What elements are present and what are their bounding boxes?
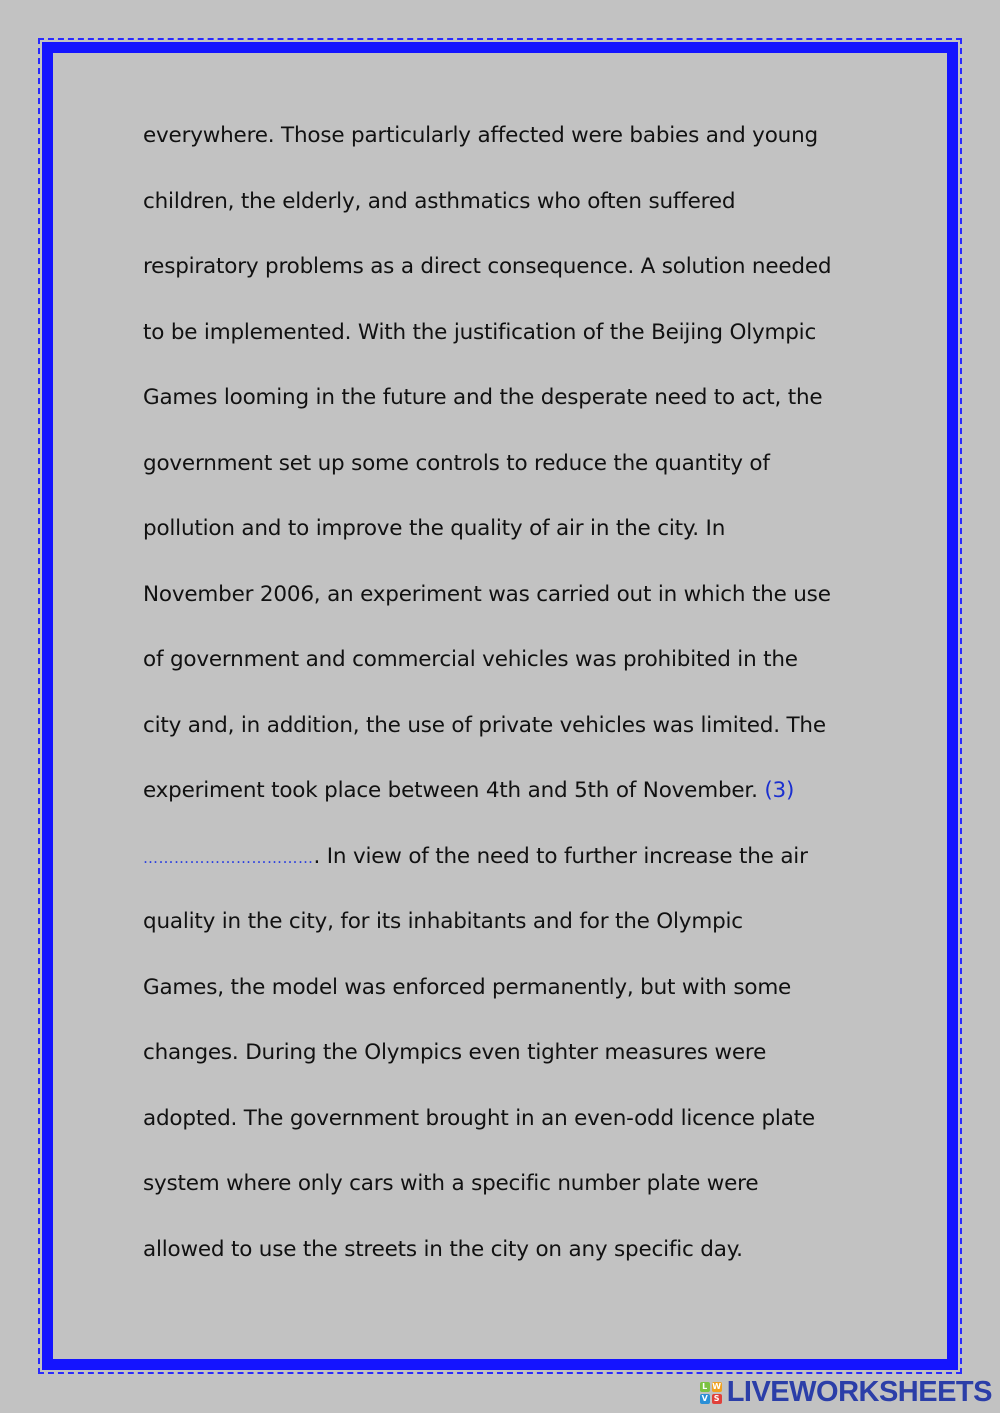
passage-line: adopted. The government brought in an even-odd licence plate xyxy=(143,1105,815,1131)
logo-letter-w: W xyxy=(712,1381,722,1391)
logo-letter-v: V xyxy=(701,1393,708,1403)
passage-line: allowed to use the streets in the city on any specific day. xyxy=(143,1236,743,1262)
passage-line: respiratory problems as a direct consequence. A solution needed xyxy=(143,254,832,279)
logo-icon xyxy=(700,1382,722,1404)
logo-letter-s: S xyxy=(712,1394,722,1404)
passage-line: quality in the city, for its inhabitants and for the Olympic xyxy=(143,909,743,934)
passage-line: Games, the model was enforced permanently, but with some xyxy=(143,974,792,1000)
passage-line: everywhere. Those particularly affected were babies and young xyxy=(143,123,818,148)
gap-blank-field[interactable]: …………………………… xyxy=(143,848,314,867)
passage-line: pollution and to improve the quality of air in the city. In xyxy=(143,516,726,541)
reading-passage xyxy=(143,103,873,1282)
logo-letter-l: L xyxy=(700,1382,710,1392)
passage-line-text: . In view of the need to further increase the air xyxy=(313,843,808,869)
passage-line: children, the elderly, and asthmatics who often suffered xyxy=(143,188,736,214)
liveworksheets-logo xyxy=(700,1376,992,1409)
passage-line: to be implemented. With the justification of the Beijing Olympic xyxy=(143,319,817,345)
passage-line: government set up some controls to reduce the quantity of xyxy=(143,450,770,476)
gap-number: (3) xyxy=(764,778,795,803)
passage-line-with-gap-label xyxy=(143,758,873,824)
passage-line-with-blank xyxy=(143,824,873,890)
passage-line: Games looming in the future and the desperate need to act, the xyxy=(143,385,823,410)
passage-line-text: experiment took place between 4th and 5th of November. xyxy=(143,778,758,803)
passage-line: changes. During the Olympics even tighter measures were xyxy=(143,1040,767,1065)
passage-line: November 2006, an experiment was carried out in which the use xyxy=(143,581,831,607)
brand-name: LIVEWORKSHEETS xyxy=(726,1376,992,1408)
passage-line: system where only cars with a specific number plate were xyxy=(143,1171,759,1196)
passage-line: of government and commercial vehicles was prohibited in the xyxy=(143,647,798,672)
passage-line: city and, in addition, the use of private vehicles was limited. The xyxy=(143,712,826,738)
